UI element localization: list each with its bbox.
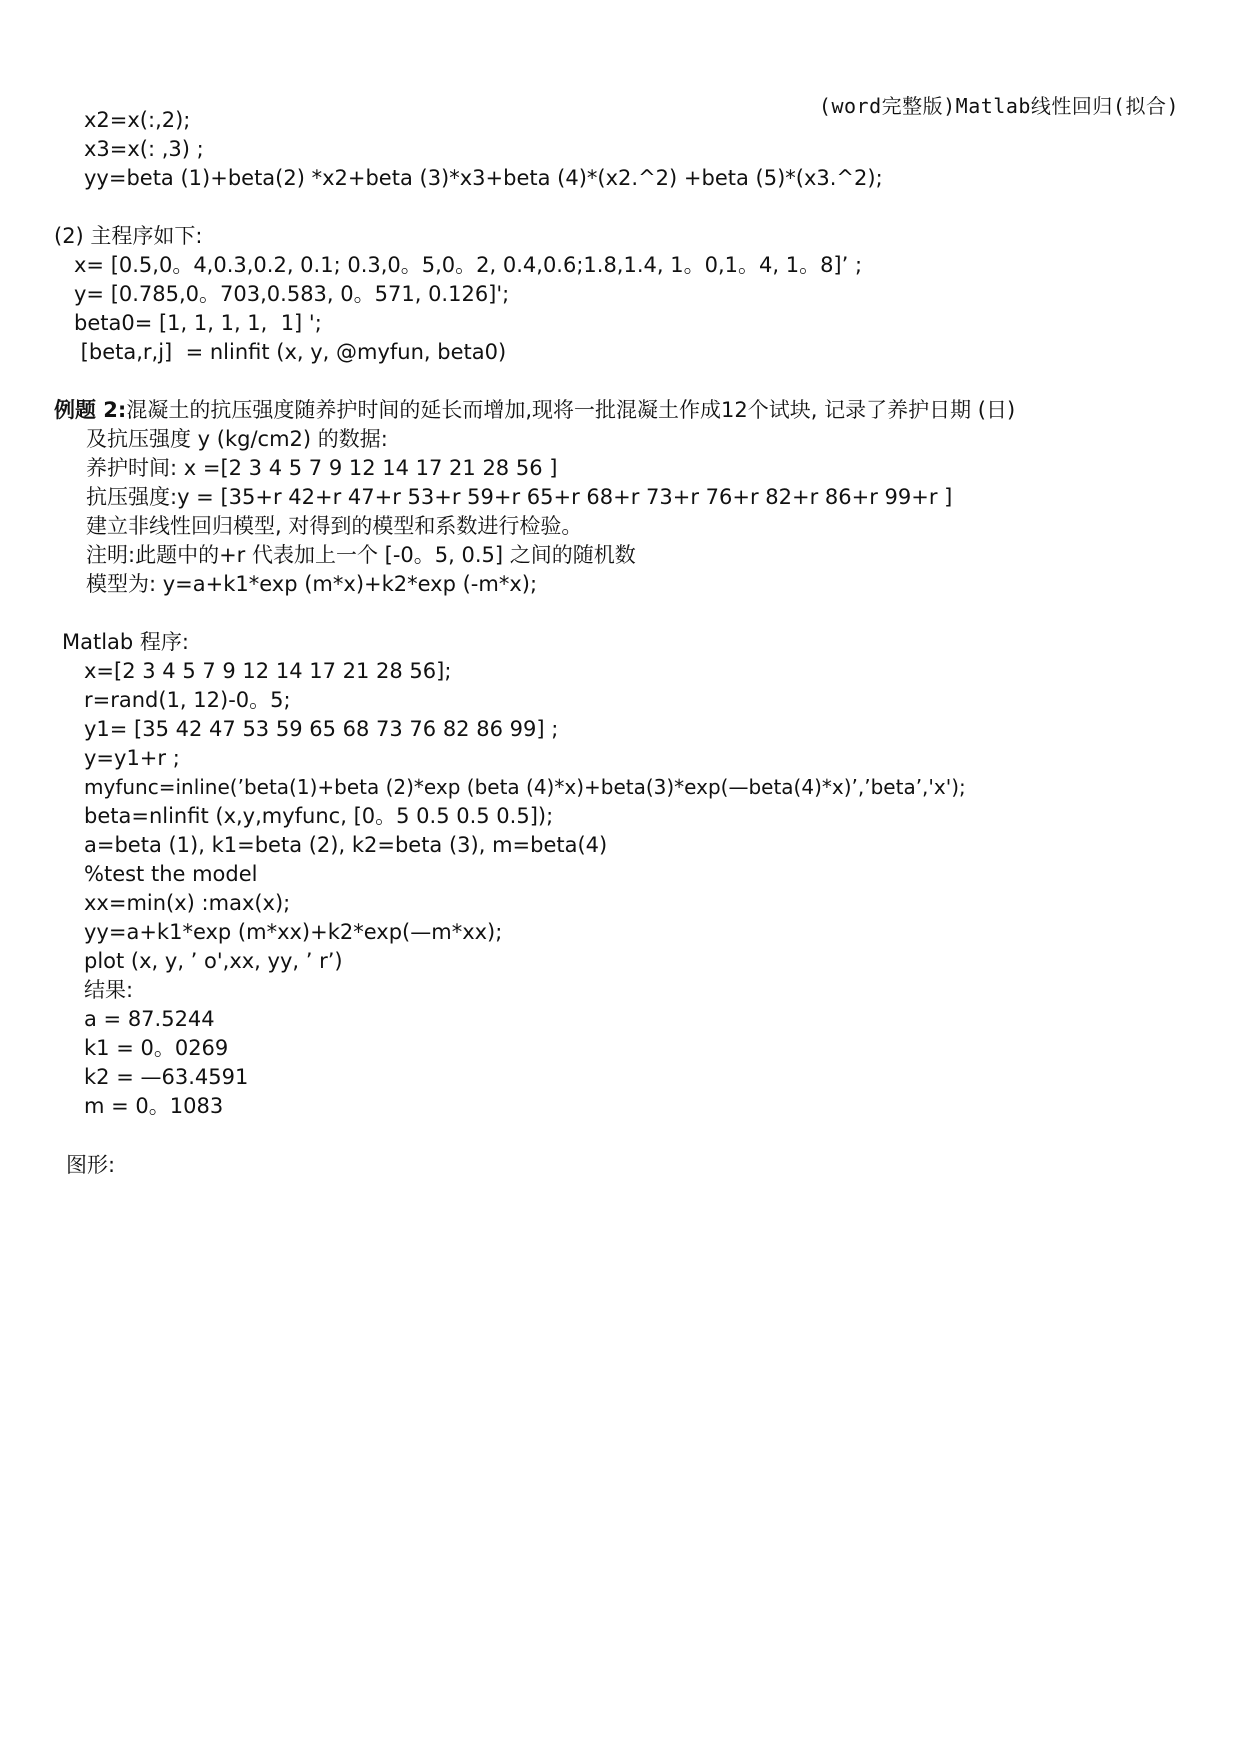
code-line: y= [0.785,0。703,0.583, 0。571, 0.126]';	[74, 282, 510, 306]
code-line: plot (x, y, ’ o',xx, yy, ’ r’)	[84, 949, 343, 973]
code-line: y=y1+r ;	[84, 746, 180, 770]
code-line: %test the model	[84, 862, 258, 886]
code-line: y1= [35 42 47 53 59 65 68 73 76 82 86 99] ;	[84, 717, 559, 741]
result-line: m = 0。1083	[84, 1094, 224, 1118]
example-line: 注明:此题中的+r 代表加上一个 [-0。5, 0.5] 之间的随机数	[86, 543, 636, 567]
example-label: 例题 2:	[54, 398, 127, 422]
example-line: 养护时间: x =[2 3 4 5 7 9 12 14 17 21 28 56 ]	[86, 456, 558, 480]
example-line: 抗压强度:y = [35+r 42+r 47+r 53+r 59+r 65+r 68+r 73+r 76+r 82+r 86+r 99+r ]	[86, 485, 953, 509]
code-line: beta=nlinfit (x,y,myfunc, [0。5 0.5 0.5 0.5]);	[84, 804, 554, 828]
code-line: yy=a+k1*exp (m*xx)+k2*exp(—m*xx);	[84, 920, 503, 944]
matlab-title: Matlab 程序:	[62, 630, 190, 654]
result-label: 结果:	[84, 978, 134, 1002]
code-line: beta0= [1, 1, 1, 1, 1] ';	[74, 311, 322, 335]
code-line: xx=min(x) :max(x);	[84, 891, 291, 915]
section-title: (2) 主程序如下:	[54, 224, 203, 248]
example-line: 及抗压强度 y (kg/cm2) 的数据:	[86, 427, 388, 451]
example-line: 模型为: y=a+k1*exp (m*x)+k2*exp (-m*x);	[86, 572, 538, 596]
example-line: 建立非线性回归模型, 对得到的模型和系数进行检验。	[86, 514, 583, 538]
code-line: [beta,r,j] = nlinfit (x, y, @myfun, beta0)	[74, 340, 507, 364]
code-line: r=rand(1, 12)-0。5;	[84, 688, 291, 712]
code-line: x= [0.5,0。4,0.3,0.2, 0.1; 0.3,0。5,0。2, 0.4,0.6;1.8,1.4, 1。0,1。4, 1。8]’ ;	[74, 253, 863, 277]
code-line: yy=beta (1)+beta(2) *x2+beta (3)*x3+beta (4)*(x2.^2) +beta (5)*(x3.^2);	[84, 166, 883, 190]
example-first-line: 混凝土的抗压强度随养护时间的延长而增加,现将一批混凝土作成12个试块, 记录了养护日期 (日)	[126, 398, 1016, 422]
result-line: k1 = 0。0269	[84, 1036, 229, 1060]
code-line: a=beta (1), k1=beta (2), k2=beta (3), m=beta(4)	[84, 833, 608, 857]
result-line: k2 = —63.4591	[84, 1065, 249, 1089]
figure-label: 图形:	[66, 1153, 116, 1177]
example-heading	[54, 396, 1015, 424]
code-line: x2=x(:,2);	[84, 108, 191, 132]
page-header: (word完整版)Matlab线性回归(拟合)	[818, 94, 1179, 118]
result-line: a = 87.5244	[84, 1007, 215, 1031]
code-line: myfunc=inline(’beta(1)+beta (2)*exp (beta (4)*x)+beta(3)*exp(—beta(4)*x)’,’beta’,'x');	[84, 775, 966, 799]
code-line: x=[2 3 4 5 7 9 12 14 17 21 28 56];	[84, 659, 452, 683]
code-line: x3=x(: ,3) ;	[84, 137, 204, 161]
